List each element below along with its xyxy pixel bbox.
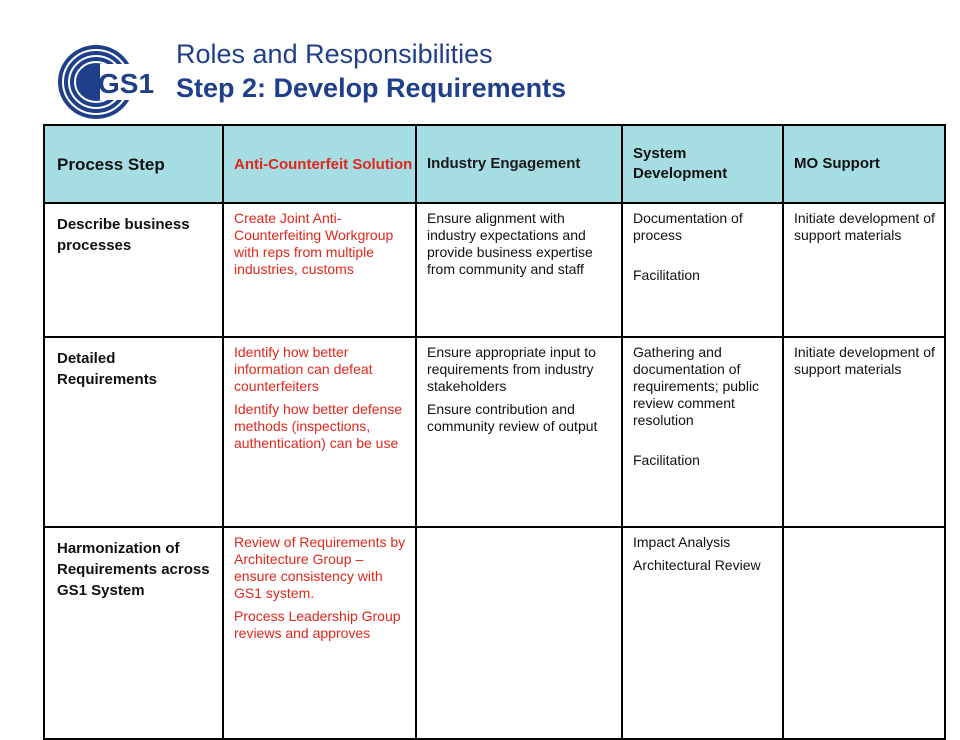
cell-text: Impact Analysis xyxy=(633,534,731,550)
cell-text: Initiate development of support materials xyxy=(794,344,935,377)
cell-text: Ensure alignment with industry expectations and provide business expertise from community and staff xyxy=(427,210,593,277)
row-system-cell xyxy=(622,527,783,739)
page-title xyxy=(176,38,566,106)
gs1-logo-icon xyxy=(56,42,156,122)
cell-text: Documentation of process xyxy=(633,210,743,243)
roles-table xyxy=(43,124,946,740)
header-mo-support: MO Support xyxy=(783,125,945,203)
cell-text: Gathering and documentation of requirements; public review comment resolution xyxy=(633,344,760,428)
row-anti-cell xyxy=(223,527,416,739)
table-row xyxy=(44,337,945,527)
row-mo-cell xyxy=(783,337,945,527)
cell-text: Ensure contribution and community review of output xyxy=(427,401,598,434)
cell-text: Ensure appropriate input to requirements from industry stakeholders xyxy=(427,344,596,394)
cell-text: Create Joint Anti-Counterfeiting Workgroup with reps from multiple industries, customs xyxy=(234,210,394,277)
row-industry-cell xyxy=(416,203,622,337)
cell-text: Review of Requirements by Architecture Group – ensure consistency with GS1 system. xyxy=(234,534,406,601)
title-line-2: Step 2: Develop Requirements xyxy=(176,73,567,103)
gs1-logo xyxy=(56,42,156,122)
logo-text: GS1 xyxy=(98,68,155,99)
row-industry-cell xyxy=(416,337,622,527)
row-step: Describe business processes xyxy=(44,203,223,337)
row-system-cell xyxy=(622,337,783,527)
row-system-cell xyxy=(622,203,783,337)
cell-text: Identify how better information can defeat counterfeiters xyxy=(234,344,373,394)
table-header-row xyxy=(44,125,945,203)
cell-text: Architectural Review xyxy=(633,557,761,573)
row-mo-cell xyxy=(783,203,945,337)
cell-text: Facilitation xyxy=(633,452,700,468)
title-line-1: Roles and Responsibilities xyxy=(176,39,493,69)
row-anti-cell xyxy=(223,337,416,527)
table-row xyxy=(44,203,945,337)
row-anti-cell xyxy=(223,203,416,337)
cell-text: Process Leadership Group reviews and approves xyxy=(234,608,401,641)
cell-text: Initiate development of support materials xyxy=(794,210,935,243)
row-step: Detailed Requirements xyxy=(44,337,223,527)
row-step: Harmonization of Requirements across GS1 System xyxy=(44,527,223,739)
row-mo-cell xyxy=(783,527,945,739)
header-anti-counterfeit: Anti-Counterfeit Solution xyxy=(223,125,416,203)
header-industry-engagement: Industry Engagement xyxy=(416,125,622,203)
row-industry-cell xyxy=(416,527,622,739)
header-system-development: System Development xyxy=(622,125,783,203)
cell-text: Identify how better defense methods (inspections, authentication) can be use xyxy=(234,401,403,451)
cell-text: Facilitation xyxy=(633,267,700,283)
table-row xyxy=(44,527,945,739)
header-process-step: Process Step xyxy=(44,125,223,203)
